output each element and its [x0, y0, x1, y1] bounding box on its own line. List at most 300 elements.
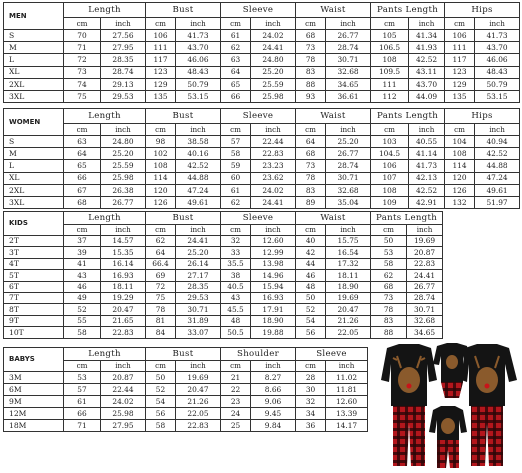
measurement-cell: 71: [64, 420, 101, 432]
unit-header: cm: [221, 225, 251, 236]
unit-header: inch: [407, 225, 443, 236]
unit-header: cm: [221, 18, 251, 30]
measurement-cell: 20.87: [407, 247, 443, 258]
unit-header: inch: [251, 361, 296, 372]
babys-size-table: [3, 347, 368, 432]
section-header: Waist: [296, 109, 371, 124]
measurement-cell: 108: [445, 148, 475, 160]
unit-header: cm: [445, 18, 475, 30]
measurement-cell: 57: [64, 384, 101, 396]
measurement-cell: 63: [64, 136, 101, 148]
measurement-cell: 108: [371, 184, 409, 196]
measurement-cell: 29.53: [176, 292, 221, 303]
measurement-cell: 23.62: [251, 172, 296, 184]
measurement-cell: 30.71: [326, 54, 371, 66]
measurement-cell: 34.65: [326, 78, 371, 90]
measurement-cell: 41.73: [176, 30, 221, 42]
measurement-cell: 25.20: [326, 136, 371, 148]
measurement-cell: 45.5: [221, 304, 251, 315]
measurement-cell: 62: [371, 270, 407, 281]
size-label: 9T: [4, 315, 64, 326]
measurement-cell: 83: [371, 315, 407, 326]
measurement-cell: 106: [146, 30, 176, 42]
measurement-cell: 29.13: [101, 78, 146, 90]
measurement-cell: 111: [445, 42, 475, 54]
category-label: BABYS: [4, 348, 64, 372]
measurement-cell: 62: [221, 42, 251, 54]
measurement-cell: 64: [221, 66, 251, 78]
unit-header: cm: [146, 18, 176, 30]
measurement-cell: 42.13: [409, 172, 445, 184]
category-label: MEN: [4, 3, 64, 30]
unit-header: inch: [176, 361, 221, 372]
size-label: 3XL: [4, 196, 64, 208]
measurement-cell: 41.14: [409, 148, 445, 160]
measurement-cell: 129: [445, 78, 475, 90]
measurement-cell: 55: [64, 315, 101, 326]
measurement-cell: 67: [64, 184, 101, 196]
measurement-cell: 27.56: [101, 30, 146, 42]
unit-header: cm: [64, 361, 101, 372]
section-header: Pants Length: [371, 3, 445, 18]
measurement-cell: 42.52: [176, 160, 221, 172]
measurement-cell: 102: [146, 148, 176, 160]
measurement-cell: 120: [146, 184, 176, 196]
table-row: [4, 281, 443, 292]
measurement-cell: 46.06: [475, 54, 520, 66]
measurement-cell: 112: [371, 90, 409, 102]
measurement-cell: 18.90: [251, 315, 296, 326]
table-row: [4, 304, 443, 315]
size-label: 4T: [4, 258, 64, 269]
measurement-cell: 42.52: [409, 54, 445, 66]
table-row: [4, 396, 368, 408]
measurement-cell: 25.20: [176, 247, 221, 258]
measurement-cell: 12.60: [251, 236, 296, 247]
measurement-cell: 50: [146, 372, 176, 384]
section-header: Bust: [146, 212, 221, 225]
measurement-cell: 66: [64, 408, 101, 420]
measurement-cell: 21: [221, 372, 251, 384]
measurement-cell: 35.04: [326, 196, 371, 208]
measurement-cell: 18.11: [101, 281, 146, 292]
table-row: [4, 66, 520, 78]
measurement-cell: 16.93: [101, 270, 146, 281]
unit-header: inch: [475, 124, 520, 136]
unit-header: inch: [409, 18, 445, 30]
measurement-cell: 66: [64, 172, 101, 184]
measurement-cell: 8.66: [251, 384, 296, 396]
measurement-cell: 68: [296, 148, 326, 160]
measurement-cell: 25.98: [101, 408, 146, 420]
size-label: 9M: [4, 396, 64, 408]
size-label: 7T: [4, 292, 64, 303]
size-label: 2XL: [4, 78, 64, 90]
measurement-cell: 53.15: [176, 90, 221, 102]
measurement-cell: 44.09: [409, 90, 445, 102]
measurement-cell: 22.44: [101, 384, 146, 396]
measurement-cell: 62: [221, 196, 251, 208]
measurement-cell: 54: [296, 315, 326, 326]
unit-header: cm: [371, 124, 409, 136]
measurement-cell: 43.70: [475, 42, 520, 54]
measurement-cell: 9.45: [251, 408, 296, 420]
measurement-cell: 43: [64, 270, 101, 281]
measurement-cell: 93: [296, 90, 326, 102]
measurement-cell: 33: [221, 247, 251, 258]
measurement-cell: 22.05: [176, 408, 221, 420]
size-label: M: [4, 42, 64, 54]
measurement-cell: 9.84: [251, 420, 296, 432]
measurement-cell: 58: [146, 420, 176, 432]
measurement-cell: 41: [64, 258, 101, 269]
table-row: [4, 408, 368, 420]
measurement-cell: 135: [146, 90, 176, 102]
measurement-cell: 78: [146, 304, 176, 315]
measurement-cell: 19.88: [251, 327, 296, 338]
measurement-cell: 64: [64, 148, 101, 160]
unit-header: inch: [176, 124, 221, 136]
measurement-cell: 25.59: [251, 78, 296, 90]
measurement-cell: 26.77: [407, 281, 443, 292]
table-row: [4, 315, 443, 326]
unit-header: inch: [101, 124, 146, 136]
measurement-cell: 73: [64, 66, 101, 78]
measurement-cell: 111: [146, 42, 176, 54]
section-header: Shoulder: [221, 348, 296, 361]
size-label: 10T: [4, 327, 64, 338]
measurement-cell: 53: [64, 372, 101, 384]
unit-header: cm: [371, 18, 409, 30]
measurement-cell: 83: [296, 66, 326, 78]
measurement-cell: 54: [146, 396, 176, 408]
measurement-cell: 26.14: [176, 258, 221, 269]
measurement-cell: 24.80: [101, 136, 146, 148]
size-label: 8T: [4, 304, 64, 315]
table-row: [4, 270, 443, 281]
measurement-cell: 23.23: [251, 160, 296, 172]
unit-header: cm: [296, 124, 326, 136]
unit-header: inch: [176, 225, 221, 236]
measurement-cell: 29.53: [101, 90, 146, 102]
measurement-cell: 53: [371, 247, 407, 258]
measurement-cell: 18.11: [326, 270, 371, 281]
category-label: KIDS: [4, 212, 64, 236]
measurement-cell: 60: [221, 172, 251, 184]
measurement-cell: 37: [64, 236, 101, 247]
measurement-cell: 28.35: [101, 54, 146, 66]
unit-header: cm: [371, 225, 407, 236]
measurement-cell: 72: [64, 54, 101, 66]
measurement-cell: 34.65: [407, 327, 443, 338]
measurement-cell: 39: [64, 247, 101, 258]
measurement-cell: 26.77: [326, 30, 371, 42]
table-row: [4, 160, 520, 172]
measurement-cell: 72: [146, 281, 176, 292]
unit-header: inch: [326, 225, 371, 236]
section-header: Length: [64, 212, 146, 225]
measurement-cell: 20.47: [101, 304, 146, 315]
measurement-cell: 40: [296, 236, 326, 247]
unit-header: inch: [326, 124, 371, 136]
measurement-cell: 15.75: [326, 236, 371, 247]
unit-header: cm: [146, 361, 176, 372]
measurement-cell: 14.96: [251, 270, 296, 281]
measurement-cell: 25.98: [101, 172, 146, 184]
measurement-cell: 56: [296, 327, 326, 338]
table-row: [4, 420, 368, 432]
measurement-cell: 68: [296, 30, 326, 42]
measurement-cell: 14.17: [326, 420, 368, 432]
measurement-cell: 41.73: [409, 160, 445, 172]
section-header: Bust: [146, 3, 221, 18]
measurement-cell: 8.27: [251, 372, 296, 384]
measurement-cell: 47.24: [176, 184, 221, 196]
section-header: Length: [64, 348, 146, 361]
unit-header: inch: [251, 18, 296, 30]
measurement-cell: 27.95: [101, 420, 146, 432]
measurement-cell: 15.35: [101, 247, 146, 258]
measurement-cell: 16.14: [101, 258, 146, 269]
unit-header: cm: [64, 18, 101, 30]
section-header: Length: [64, 3, 146, 18]
measurement-cell: 19.69: [407, 236, 443, 247]
measurement-cell: 78: [296, 54, 326, 66]
measurement-cell: 74: [64, 78, 101, 90]
men-size-table: [3, 2, 520, 103]
measurement-cell: 106: [371, 160, 409, 172]
measurement-cell: 58: [64, 327, 101, 338]
measurement-cell: 24.02: [251, 30, 296, 42]
measurement-cell: 103: [371, 136, 409, 148]
measurement-cell: 30: [296, 384, 326, 396]
measurement-cell: 46: [64, 281, 101, 292]
measurement-cell: 20.87: [101, 372, 146, 384]
measurement-cell: 40.16: [176, 148, 221, 160]
measurement-cell: 41.73: [475, 30, 520, 42]
unit-header: cm: [445, 124, 475, 136]
kid-pajama: [429, 406, 467, 468]
measurement-cell: 50.5: [221, 327, 251, 338]
measurement-cell: 19.69: [176, 372, 221, 384]
measurement-cell: 62: [146, 236, 176, 247]
measurement-cell: 42.52: [475, 148, 520, 160]
measurement-cell: 78: [371, 304, 407, 315]
section-header: Sleeve: [221, 109, 296, 124]
measurement-cell: 40.5: [221, 281, 251, 292]
measurement-cell: 48.43: [176, 66, 221, 78]
family-pajama-photo: [373, 340, 519, 470]
measurement-cell: 42: [296, 247, 326, 258]
measurement-cell: 26.77: [326, 148, 371, 160]
measurement-cell: 43.70: [176, 42, 221, 54]
measurement-cell: 24.80: [251, 54, 296, 66]
measurement-cell: 26.77: [101, 196, 146, 208]
section-header: Hips: [445, 3, 520, 18]
size-label: L: [4, 54, 64, 66]
measurement-cell: 23: [221, 396, 251, 408]
size-label: M: [4, 148, 64, 160]
measurement-cell: 32: [221, 236, 251, 247]
table-row: [4, 172, 520, 184]
measurement-cell: 35.5: [221, 258, 251, 269]
measurement-cell: 65: [64, 160, 101, 172]
measurement-cell: 109.5: [371, 66, 409, 78]
measurement-cell: 20.47: [176, 384, 221, 396]
measurement-cell: 27.17: [176, 270, 221, 281]
measurement-cell: 50.79: [475, 78, 520, 90]
table-row: [4, 78, 520, 90]
measurement-cell: 73: [296, 42, 326, 54]
measurement-cell: 84: [146, 327, 176, 338]
size-label: S: [4, 30, 64, 42]
unit-header: inch: [101, 18, 146, 30]
size-label: 5T: [4, 270, 64, 281]
measurement-cell: 24.41: [251, 196, 296, 208]
size-label: 6M: [4, 384, 64, 396]
section-header: Bust: [146, 348, 221, 361]
unit-header: inch: [251, 124, 296, 136]
measurement-cell: 13.98: [251, 258, 296, 269]
adult-pajama-back: [461, 344, 517, 466]
measurement-cell: 21.26: [176, 396, 221, 408]
measurement-cell: 28.74: [101, 66, 146, 78]
section-header: Sleeve: [296, 348, 368, 361]
measurement-cell: 47.24: [475, 172, 520, 184]
measurement-cell: 24.02: [101, 396, 146, 408]
measurement-cell: 40.94: [475, 136, 520, 148]
measurement-cell: 66.4: [146, 258, 176, 269]
measurement-cell: 66: [221, 90, 251, 102]
measurement-cell: 44.88: [176, 172, 221, 184]
unit-header: cm: [146, 124, 176, 136]
measurement-cell: 24.41: [251, 42, 296, 54]
measurement-cell: 12.99: [251, 247, 296, 258]
measurement-cell: 57: [221, 136, 251, 148]
measurement-cell: 22.44: [251, 136, 296, 148]
table-row: [4, 327, 443, 338]
measurement-cell: 12.60: [326, 396, 368, 408]
measurement-cell: 70: [64, 30, 101, 42]
measurement-cell: 61: [221, 184, 251, 196]
section-header: Waist: [296, 212, 371, 225]
table-row: [4, 136, 520, 148]
adult-pajama-front: [381, 344, 437, 466]
measurement-cell: 106.5: [371, 42, 409, 54]
measurement-cell: 18.90: [326, 281, 371, 292]
measurement-cell: 53.15: [475, 90, 520, 102]
measurement-cell: 30.71: [326, 172, 371, 184]
measurement-cell: 48: [296, 281, 326, 292]
table-row: [4, 42, 520, 54]
measurement-cell: 31.89: [176, 315, 221, 326]
measurement-cell: 25.20: [101, 148, 146, 160]
measurement-cell: 41.34: [409, 30, 445, 42]
measurement-cell: 28: [296, 372, 326, 384]
size-label: S: [4, 136, 64, 148]
measurement-cell: 68: [64, 196, 101, 208]
unit-header: inch: [101, 225, 146, 236]
measurement-cell: 25.20: [251, 66, 296, 78]
measurement-cell: 46.06: [176, 54, 221, 66]
measurement-cell: 83: [296, 184, 326, 196]
measurement-cell: 25: [221, 420, 251, 432]
table-row: [4, 196, 520, 208]
measurement-cell: 33.07: [176, 327, 221, 338]
measurement-cell: 36: [296, 420, 326, 432]
table-row: [4, 292, 443, 303]
measurement-cell: 58: [371, 258, 407, 269]
measurement-cell: 11.02: [326, 372, 368, 384]
measurement-cell: 22.83: [176, 420, 221, 432]
measurement-cell: 104.5: [371, 148, 409, 160]
measurement-cell: 71: [64, 42, 101, 54]
unit-header: cm: [296, 361, 326, 372]
unit-header: cm: [64, 225, 101, 236]
measurement-cell: 15.94: [251, 281, 296, 292]
measurement-cell: 48.43: [475, 66, 520, 78]
table-row: [4, 372, 368, 384]
measurement-cell: 44.88: [475, 160, 520, 172]
unit-header: cm: [221, 124, 251, 136]
measurement-cell: 28.74: [407, 292, 443, 303]
unit-header: cm: [146, 225, 176, 236]
measurement-cell: 44: [296, 258, 326, 269]
measurement-cell: 50.79: [176, 78, 221, 90]
table-row: [4, 90, 520, 102]
measurement-cell: 126: [445, 184, 475, 196]
measurement-cell: 59: [221, 160, 251, 172]
unit-header: cm: [64, 124, 101, 136]
section-header: Sleeve: [221, 212, 296, 225]
measurement-cell: 21.26: [326, 315, 371, 326]
measurement-cell: 43.70: [409, 78, 445, 90]
table-row: [4, 384, 368, 396]
table-row: [4, 247, 443, 258]
section-header: Pants Length: [371, 109, 445, 124]
measurement-cell: 132: [445, 196, 475, 208]
unit-header: cm: [296, 18, 326, 30]
measurement-cell: 49: [64, 292, 101, 303]
measurement-cell: 63: [221, 54, 251, 66]
table-row: [4, 258, 443, 269]
size-label: 3M: [4, 372, 64, 384]
measurement-cell: 114: [146, 172, 176, 184]
measurement-cell: 42.52: [409, 184, 445, 196]
table-row: [4, 54, 520, 66]
measurement-cell: 65: [221, 78, 251, 90]
measurement-cell: 38.58: [176, 136, 221, 148]
measurement-cell: 48: [221, 315, 251, 326]
measurement-cell: 108: [371, 54, 409, 66]
measurement-cell: 68: [371, 281, 407, 292]
measurement-cell: 28.74: [326, 160, 371, 172]
measurement-cell: 22.83: [407, 258, 443, 269]
measurement-cell: 114: [445, 160, 475, 172]
measurement-cell: 43.11: [409, 66, 445, 78]
unit-header: inch: [101, 361, 146, 372]
table-row: [4, 184, 520, 196]
measurement-cell: 42.91: [409, 196, 445, 208]
measurement-cell: 120: [445, 172, 475, 184]
measurement-cell: 73: [296, 160, 326, 172]
measurement-cell: 32.68: [407, 315, 443, 326]
category-label: WOMEN: [4, 109, 64, 136]
size-label: XL: [4, 172, 64, 184]
measurement-cell: 25.59: [101, 160, 146, 172]
measurement-cell: 49.61: [475, 184, 520, 196]
measurement-cell: 24.41: [176, 236, 221, 247]
